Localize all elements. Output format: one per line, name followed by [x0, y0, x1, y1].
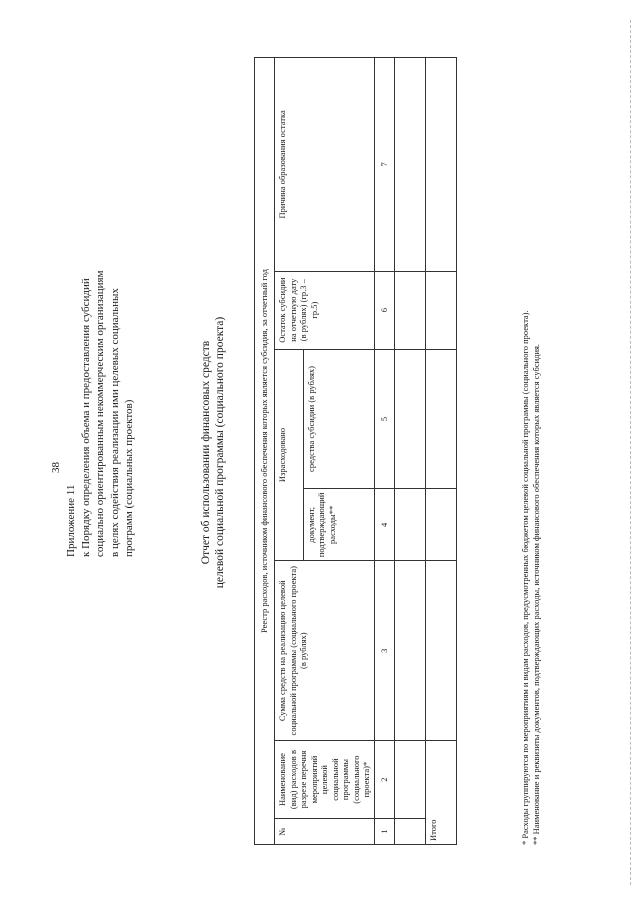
footnote-1: * Расходы группируются по мероприятиям и видам расходов, предусмотренных бюджетом целевой социальной программы (социального проекта). [520, 310, 530, 845]
column-number: 3 [374, 561, 394, 741]
report-title-line2: целевой социальной программы (социального проекта) [214, 316, 226, 589]
annex-line: программ (социальных проектов) [123, 399, 135, 557]
table-cell [394, 819, 425, 845]
table-cell [394, 58, 425, 272]
col-header-reason: Причина образования остатка [275, 58, 375, 272]
column-number: 5 [374, 349, 394, 489]
table-cell [394, 489, 425, 561]
table-cell [425, 271, 456, 349]
total-label: Итого [425, 741, 456, 845]
report-title-line1: Отчет об использовании финансовых средств [200, 340, 212, 565]
page-number: 38 [50, 462, 62, 473]
annex-line: социально ориентированным некоммерческим организациям [94, 270, 106, 557]
table-cell [394, 741, 425, 819]
column-numbers-row [374, 58, 394, 845]
annex-title: Приложение 11 [65, 484, 77, 557]
annex-line: к Порядку определения объема и предоставления субсидий [79, 278, 92, 557]
column-number: 4 [374, 489, 394, 561]
total-row [425, 58, 456, 845]
table-row [394, 58, 425, 845]
col-header-program-sum: Сумма средств на реализацию целевой социальной программы (социального проекта) (в рублях) [275, 561, 375, 741]
annex-block [64, 61, 137, 557]
col-header-balance: Остаток субсидии на отчетную дату (в рублях) (гр.3 – гр.5) [275, 271, 375, 349]
col-header-number: № [275, 819, 375, 845]
column-number: 7 [374, 58, 394, 272]
table-cell [394, 561, 425, 741]
table-cell [425, 58, 456, 272]
col-header-document: документ, подтверждающий расходы** [303, 489, 374, 561]
footnote-2: ** Наименование и реквизиты документов, подтверждающих расходы, источником финансового обеспечения которых является субсидия. [531, 343, 541, 845]
column-number: 1 [374, 819, 394, 845]
table-cell [425, 561, 456, 741]
col-header-subsidy-funds: средства субсидии (в рублях) [303, 349, 374, 489]
column-number: 2 [374, 741, 394, 819]
table-cell [394, 271, 425, 349]
table-cell [425, 349, 456, 489]
footnotes [520, 55, 542, 845]
col-header-spent: Израсходовано [275, 349, 304, 561]
expense-register-table [254, 57, 457, 845]
col-header-expense-name: Наименование (вид) расходов в разрезе перечня мероприятий целевой социальной программы (социального проекта)* [275, 741, 375, 819]
bottom-divider [630, 20, 631, 885]
column-number: 6 [374, 271, 394, 349]
annex-line: в целях содействия реализации ими целевых социальных [108, 288, 121, 557]
table-cell [425, 489, 456, 561]
table-cell [394, 349, 425, 489]
register-header: Реестр расходов, источником финансового обеспечения которых является субсидия, за отчетный год [255, 58, 275, 845]
